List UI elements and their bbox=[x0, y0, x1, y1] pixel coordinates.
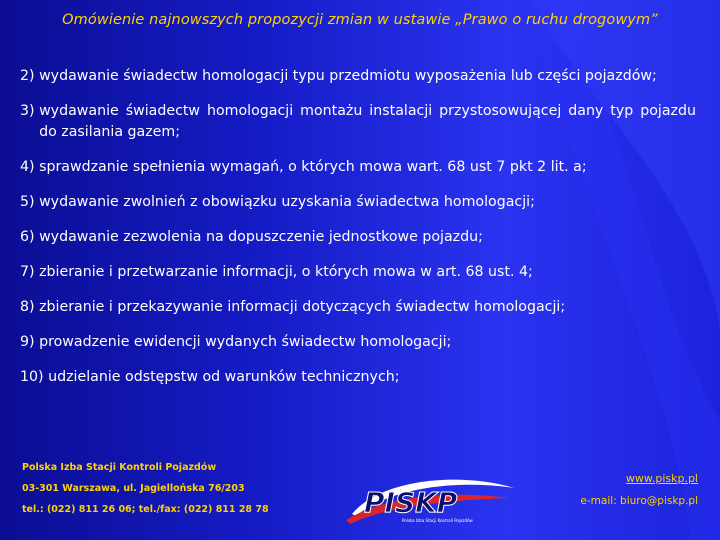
website-link[interactable]: www.piskp.pl bbox=[625, 472, 698, 485]
list-item-text: zbieranie i przetwarzanie informacji, o których mowa w art. 68 ust. 4; bbox=[39, 264, 533, 280]
list-item bbox=[20, 157, 696, 178]
footer-web-block bbox=[580, 472, 698, 507]
footer-phones: tel.: (022) 811 26 06; tel./fax: (022) 811 28 78 bbox=[22, 504, 269, 515]
list-item-number: 9) bbox=[20, 334, 40, 350]
footer-contact-block bbox=[22, 462, 269, 525]
list-item bbox=[20, 262, 696, 283]
list-item-number: 4) bbox=[20, 159, 40, 175]
list-item-text: udzielanie odstępstw od warunków technicznych; bbox=[48, 369, 400, 385]
list-item-text: wydawanie zezwolenia na dopuszczenie jednostkowe pojazdu; bbox=[39, 229, 483, 245]
numbered-list bbox=[20, 66, 696, 402]
list-item bbox=[20, 101, 696, 143]
slide-title: Omówienie najnowszych propozycji zmian w ustawie „Prawo o ruchu drogowym” bbox=[62, 12, 658, 28]
list-item bbox=[20, 227, 696, 248]
piskp-logo bbox=[342, 474, 518, 526]
list-item bbox=[20, 66, 696, 87]
footer-org-name: Polska Izba Stacji Kontroli Pojazdów bbox=[22, 462, 217, 473]
list-item-text: wydawanie świadectw homologacji montażu instalacji przystosowującej dany typ pojazdu do zasilania gazem; bbox=[39, 103, 696, 140]
list-item-number: 3) bbox=[20, 103, 40, 119]
list-item bbox=[20, 367, 696, 388]
list-item-text: zbieranie i przekazywanie informacji dotyczących świadectw homologacji; bbox=[39, 299, 566, 315]
list-item-text: sprawdzanie spełnienia wymagań, o których mowa wart. 68 ust 7 pkt 2 lit. a; bbox=[39, 159, 587, 175]
list-item-text: wydawanie zwolnień z obowiązku uzyskania świadectwa homologacji; bbox=[39, 194, 535, 210]
logo-wordmark: PISKP bbox=[364, 486, 458, 519]
list-item-number: 8) bbox=[20, 299, 40, 315]
email-text[interactable]: e-mail: biuro@piskp.pl bbox=[580, 495, 698, 507]
list-item bbox=[20, 192, 696, 213]
logo-subtext: Polska Izba Stacji Kontroli Pojazdów bbox=[402, 518, 473, 523]
list-item-number: 5) bbox=[20, 194, 40, 210]
footer-address: 03-301 Warszawa, ul. Jagiellońska 76/203 bbox=[22, 483, 245, 494]
list-item-number: 10) bbox=[20, 369, 49, 385]
list-item-number: 2) bbox=[20, 68, 40, 84]
list-item-number: 6) bbox=[20, 229, 40, 245]
list-item bbox=[20, 297, 696, 318]
list-item-text: prowadzenie ewidencji wydanych świadectw homologacji; bbox=[39, 334, 452, 350]
list-item-text: wydawanie świadectw homologacji typu przedmiotu wyposażenia lub części pojazdów; bbox=[39, 68, 657, 84]
list-item bbox=[20, 332, 696, 353]
list-item-number: 7) bbox=[20, 264, 40, 280]
